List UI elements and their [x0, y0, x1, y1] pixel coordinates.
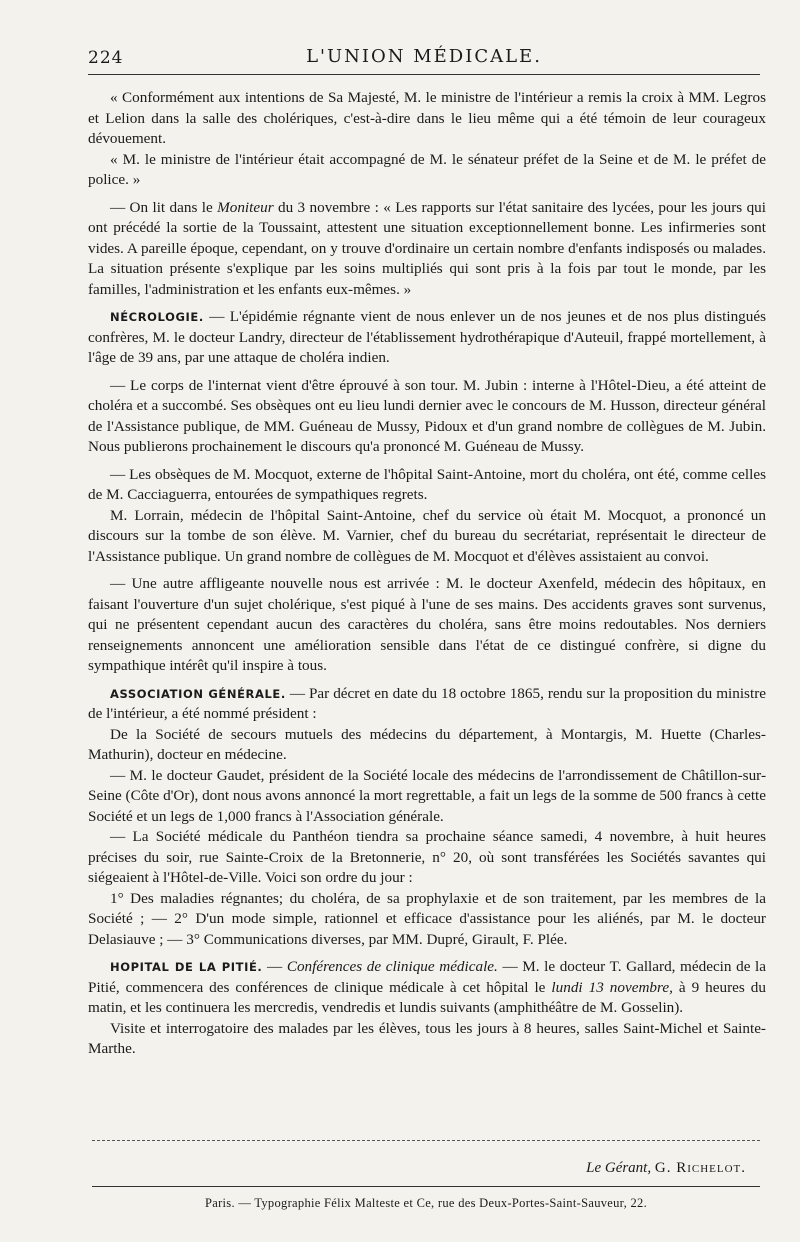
- section-heading-necrologie: NÉCROLOGIE.: [110, 310, 204, 324]
- section-heading-association: ASSOCIATION GÉNÉRALE.: [110, 686, 286, 701]
- paragraph-association: [88, 684, 766, 725]
- paragraph-10: De la Société de secours mutuels des médecins du département, à Montargis, M. Huette (Charles-Mathurin), docteur en médecine.: [88, 725, 766, 763]
- printer-imprint: Paris. — Typographie Félix Malteste et Ce, rue des Deux-Portes-Saint-Sauveur, 22.: [204, 1196, 648, 1210]
- signature-rule: [92, 1140, 760, 1141]
- paragraph-11: — M. le docteur Gaudet, président de la Société locale des médecins de l'arrondissement de Châtillon-sur-Seine (Côte d'Or), dont nous avons annoncé la mort regrettable, a fait un legs de la somme de 500 francs à cette Société et un legs de 1,000 francs à l'Association générale.: [88, 766, 766, 825]
- conferences-title: Conférences de clinique médicale.: [286, 958, 498, 975]
- moniteur-title: Moniteur: [217, 198, 274, 216]
- paragraph-5: — Le corps de l'internat vient d'être éprouvé à son tour. M. Jubin : interne à l'Hôtel-Dieu, a été atteint de choléra et a succombé. Ses obsèques ont eu lieu lundi dernier avec le concours de M. Husson, directeur général de l'Assistance publique, de MM. Guéneau de Mussy, Pidoux et d'un grand nombre de collègues de M. Jubin. Nous publierons prochainement le discours qu'a prononcé M. Guéneau de Mussy.: [88, 376, 766, 455]
- paragraph-3-text-a: — On lit dans le: [110, 198, 218, 216]
- section-heading-pitie: HOPITAL DE LA PITIÉ.: [110, 960, 263, 974]
- paragraph-8: — Une autre affligeante nouvelle nous est arrivée : M. le docteur Axenfeld, médecin des hôpitaux, en faisant l'ouverture d'un sujet cholérique, s'est piqué à l'une de ses mains. Des accidents graves sont survenus, qui ne présentent cependant aucun des caractères du choléra, sans être moins redoutables. Nos derniers renseignements annoncent une amélioration sensible dans l'état de ce distingué confrère, si digne du sympathique intérêt qu'il inspire à tous.: [88, 575, 766, 674]
- paragraph-necrologie-text: — L'épidémie régnante vient de nous enlever un de nos jeunes et de nos plus distingués confrères, M. le docteur Landry, directeur de l'établissement hydrothérapique d'Auteuil, frappé mortellement, à l'âge de 39 ans, par une attaque de choléra indien.: [88, 308, 766, 366]
- paragraph-12: — La Société médicale du Panthéon tiendra sa prochaine séance samedi, 4 novembre, à huit heures précises du soir, rue Sainte-Croix de la Bretonnerie, n° 20, où sont transférées les Sociétés savantes qui siégeaient à l'Hôtel-de-Ville. Voici son ordre du jour :: [88, 828, 766, 886]
- paragraph-pitie-dash: —: [262, 958, 287, 975]
- footer-rule: [92, 1186, 760, 1187]
- running-title: L'UNION MÉDICALE.: [306, 46, 542, 67]
- conferences-date: lundi 13 novembre,: [551, 978, 673, 996]
- paragraph-6: — Les obsèques de M. Mocquot, externe de l'hôpital Saint-Antoine, mort du choléra, ont été, comme celles de M. Cacciaguerra, entourées de sympathiques regrets.: [88, 465, 766, 503]
- paragraph-pitie-text-a: — M. le docteur T. Gallard, médecin de la Pitié, commencera des conférences de clinique médicale à cet hôpital le: [88, 958, 766, 996]
- paragraph-3: [88, 198, 766, 301]
- paragraph-necrologie: [88, 307, 766, 369]
- paragraph-1: « Conformément aux intentions de Sa Majesté, M. le ministre de l'intérieur a remis la croix à MM. Legros et Lelion dans la salle des cholériques, c'est-à-dire dans le lieu même qui a été témoin de leur courageux dévouement.: [88, 89, 766, 147]
- paragraph-association-text: — Par décret en date du 18 octobre 1865, rendu sur la proposition du ministre de l'intérieur, a été nommé président :: [88, 684, 766, 722]
- paragraph-7: M. Lorrain, médecin de l'hôpital Saint-Antoine, chef du service où était M. Mocquot, a prononcé un discours sur la tombe de son élève. M. Varnier, chef du bureau du secrétariat, représentait le directeur de l'Assistance publique. Un grand nombre de collègues de M. Mocquot et d'élèves assistaient au convoi.: [88, 506, 766, 565]
- paragraph-pitie-text-b: à 9 heures du matin, et les continuera les mercredis, vendredis et lundis suivants (amphithéâtre de M. Gosselin).: [88, 978, 766, 1016]
- paragraph-2: « M. le ministre de l'intérieur était accompagné de M. le sénateur préfet de la Seine et de M. le préfet de police. »: [88, 150, 766, 188]
- article-body: [88, 88, 766, 1060]
- paragraph-3-text-b: du 3 novembre : « Les rapports sur l'état sanitaire des lycées, pour les jours qui ont précédé la sortie de la Toussaint, attestent une situation exceptionnellement bonne. Les infirmeries sont vides. A pareille époque, cependant, on y trouve d'ordinaire un certain nombre d'enfants indisposés ou malades. La situation présente s'explique par les soins multipliés qui sont pris à la fois par tout le monde, par les familles, l'administration et les enfants eux-mêmes. »: [88, 198, 766, 298]
- signature: [586, 1160, 746, 1177]
- page-header: [84, 44, 764, 74]
- signature-role: Le Gérant,: [586, 1160, 652, 1176]
- signature-name: G. Richelot.: [654, 1160, 746, 1176]
- paragraph-pitie: [88, 957, 766, 1019]
- header-rule: [88, 74, 760, 75]
- paragraph-15: Visite et interrogatoire des malades par les élèves, tous les jours à 8 heures, salles Saint-Michel et Sainte-Marthe.: [88, 1019, 766, 1057]
- page-number: 224: [88, 48, 124, 68]
- paragraph-13: 1° Des maladies régnantes; du choléra, de sa prophylaxie et de son traitement, par les membres de la Société ; — 2° D'un mode simple, rationnel et efficace d'assistance pour les aliénés, par M. le docteur Delasiauve ; — 3° Communications diverses, par MM. Dupré, Girault, F. Plée.: [88, 889, 766, 948]
